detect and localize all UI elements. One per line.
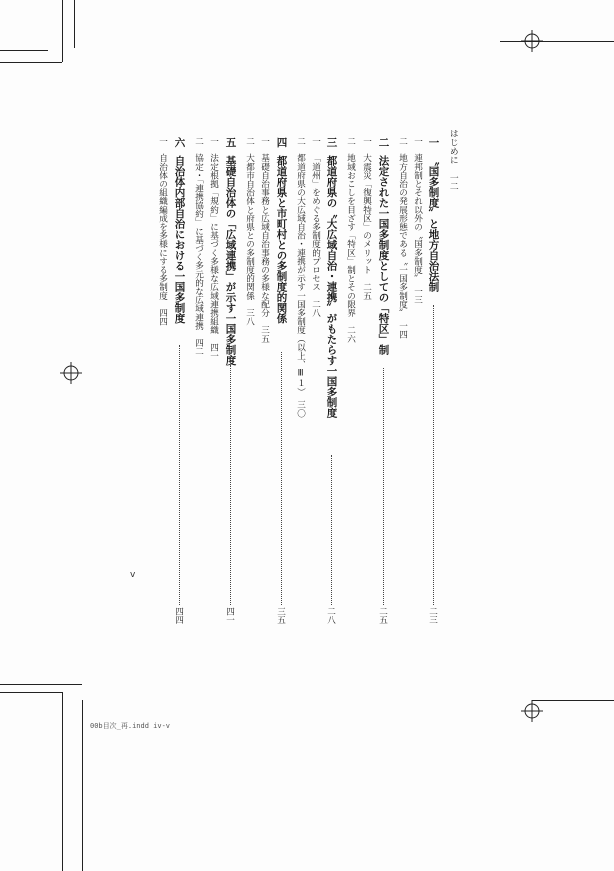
section-number: 一 xyxy=(427,137,440,148)
section-heading xyxy=(378,137,389,355)
subsection-entry xyxy=(296,137,305,417)
subsection-entry xyxy=(346,137,355,343)
subsection-title: 自治体の組織編成を多様にする多制度 xyxy=(157,153,168,300)
section-heading xyxy=(326,137,337,418)
section-number: 三 xyxy=(325,137,338,148)
subsection-entry xyxy=(260,137,269,343)
crop-mark xyxy=(0,692,62,693)
subsection-page: 三五 xyxy=(259,325,270,343)
subsection-title: 法定根拠「規約」に基づく多様な広域連携組織 xyxy=(208,153,219,335)
subsection-title: 大都市自治体と府県との多制度的関係 xyxy=(244,153,255,300)
section-number: 四 xyxy=(275,137,288,148)
subsection-page: 二五 xyxy=(361,282,372,300)
section-page: 二八 xyxy=(325,607,336,625)
subsection-title: 都道府県の大広域自治・連携が示す一国多制度（以上、Ⅲ１） xyxy=(295,153,306,392)
subsection-page: 四一 xyxy=(208,342,219,361)
section-title: 法定された一国多制度としての「特区」制 xyxy=(377,155,390,355)
subsection-entry xyxy=(413,137,422,304)
leader-dots xyxy=(331,455,332,605)
section-title: 都道府県と市町村との多制度的関係 xyxy=(275,155,288,324)
subsection-entry xyxy=(311,137,320,317)
subsection-number: 一 xyxy=(412,137,423,146)
subsection-page: 二八 xyxy=(310,299,321,318)
leader-dots xyxy=(179,345,180,605)
leader-dots xyxy=(281,352,282,605)
section-title: 基礎自治体の「広域連携」が示す一国多制度 xyxy=(224,155,237,366)
section-heading xyxy=(225,137,236,366)
subsection-page: 一四 xyxy=(397,321,408,339)
subsection-entry xyxy=(194,137,203,356)
subsection-number: 一 xyxy=(310,137,321,146)
section-page: 四一 xyxy=(224,607,235,625)
subsection-number: 二 xyxy=(193,137,204,146)
section-page: 二三 xyxy=(427,607,438,625)
crop-mark xyxy=(0,684,82,685)
intro-label: はじめに xyxy=(447,129,458,165)
subsection-title: 連邦制とそれ以外の〝国多制度〟 xyxy=(412,153,423,279)
subsection-entry xyxy=(245,137,254,326)
crop-mark xyxy=(82,700,83,871)
subsection-number: 二 xyxy=(244,137,255,146)
subsection-title: 「道州」をめぐる多制度的プロセス xyxy=(310,153,321,292)
registration-mark-icon xyxy=(521,700,543,722)
subsection-title: 協定・「連携協約」に基づく多元的な広域連携 xyxy=(193,153,204,330)
crop-mark xyxy=(0,62,62,63)
subsection-number: 一 xyxy=(157,137,168,146)
subsection-entry xyxy=(158,137,167,326)
crop-mark xyxy=(62,0,63,62)
section-heading xyxy=(276,137,287,324)
subsection-title: 地域おこしを目ざす「特区」制とその限界 xyxy=(345,153,356,318)
page-number: v xyxy=(130,570,136,580)
subsection-number: 一 xyxy=(208,137,219,146)
subsection-title: 大震災「復興特区」のメリット xyxy=(361,153,372,275)
intro-page: 一二 xyxy=(447,173,458,191)
crop-mark xyxy=(532,700,614,701)
subsection-entry xyxy=(362,137,371,300)
crop-mark xyxy=(74,0,75,48)
subsection-number: 一 xyxy=(259,137,270,146)
crop-mark xyxy=(62,692,63,871)
crop-mark xyxy=(500,41,614,42)
section-title: 自治体内部自治における一国多制度 xyxy=(173,155,186,324)
section-number: 六 xyxy=(173,137,186,148)
section-title: 〝国多制度〟と地方自治法制 xyxy=(427,155,440,292)
section-heading xyxy=(428,137,439,292)
registration-mark-icon xyxy=(60,362,82,384)
subsection-entry xyxy=(209,137,218,360)
leader-dots xyxy=(230,365,231,605)
subsection-page: 四四 xyxy=(157,308,168,326)
section-number: 五 xyxy=(224,137,237,148)
leader-dots xyxy=(383,368,384,605)
subsection-number: 二 xyxy=(345,137,356,146)
section-number: 二 xyxy=(377,137,390,148)
subsection-page: 三〇 xyxy=(295,400,306,418)
intro-entry xyxy=(448,129,457,191)
section-heading xyxy=(174,137,185,324)
registration-mark-icon xyxy=(521,30,543,52)
subsection-number: 一 xyxy=(361,137,372,146)
subsection-title: 地方自治の発展形態である〝一国多制度〟 xyxy=(397,153,408,313)
section-page: 四四 xyxy=(173,607,184,625)
subsection-page: 四二 xyxy=(193,338,204,356)
subsection-page: 一三 xyxy=(412,286,423,305)
subsection-title: 基礎自治事務と広域自治事務の多様な配分 xyxy=(259,153,270,318)
subsection-page: 三八 xyxy=(244,308,255,326)
crop-mark xyxy=(0,50,48,51)
subsection-page: 二六 xyxy=(345,325,356,343)
section-title: 都道府県の〝大広域自治・連携〟がもたらす一国多制度 xyxy=(325,155,338,418)
subsection-number: 二 xyxy=(397,137,408,146)
leader-dots xyxy=(433,305,434,605)
section-page: 二五 xyxy=(377,607,388,625)
file-slug: 00b目次_再.indd iv-v xyxy=(90,722,171,730)
subsection-entry xyxy=(398,137,407,339)
subsection-number: 二 xyxy=(295,137,306,146)
section-page: 三五 xyxy=(275,607,286,625)
